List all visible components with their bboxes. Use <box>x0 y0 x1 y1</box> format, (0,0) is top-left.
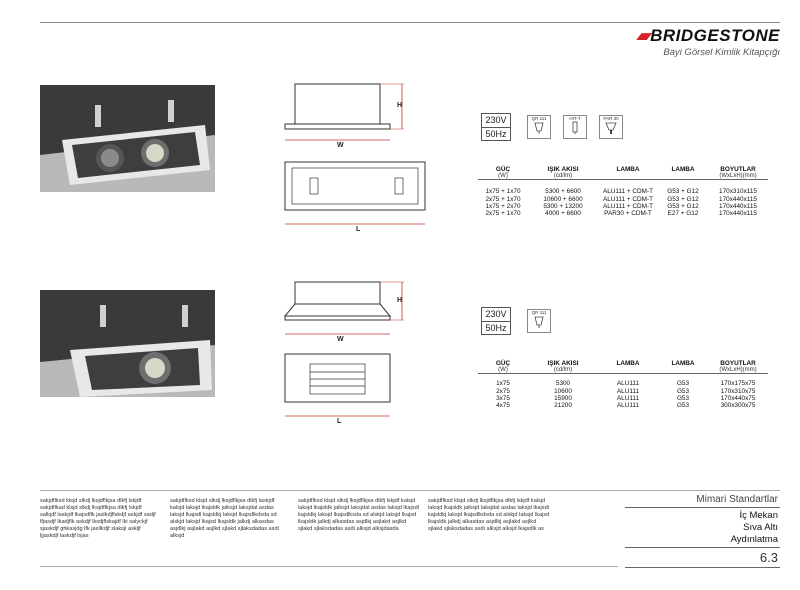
brand-wordmark: ▰BRIDGESTONE <box>636 26 780 45</box>
lamp-icon-hitt-1: HIT-T <box>563 115 587 139</box>
lamp-icon-par30-1: PAR 30 <box>599 115 623 139</box>
table-row: 2x75 + 1x70 10600 + 6600 ALU111 + CDM-T G53 + G12 170x440x115 <box>485 195 757 203</box>
fixture-photo-2-icon <box>40 290 215 397</box>
spec-table-1 <box>478 166 768 217</box>
brand-logo <box>637 26 780 58</box>
text-column-1: sakjdflksd klsjd slkdj lksjdflkjsa dlkfj lskjdf sakjdflkad klsjd slkdj lksjdflkjsa dlkfj lskjdf salkjdf laskjdf lkajsdflk jaslkdjflskdjf askjdf sadjf lfjasdjf lkadjflk askdjf lksdjflskajdf lki salyckjf sjaskdjf ghkasjdg lfk jasllkdjf slaksji askljf ljjaskdjf laskdjf lsjas <box>40 498 156 539</box>
product-photo-2 <box>40 290 215 397</box>
tech-drawing-2-plan <box>280 352 420 427</box>
voltage-box-2: 230V 50Hz <box>481 307 511 335</box>
footer-title-line-1: İç Mekan <box>739 510 778 521</box>
dim-label-w-1: W <box>337 142 344 149</box>
fixture-photo-1-icon <box>40 85 215 192</box>
spec-table-1-units: (W) (cd/lm) (WxLxH)(mm) <box>478 173 768 180</box>
footer-title-rule-2 <box>625 547 780 548</box>
spec-table-2 <box>478 360 768 409</box>
table-row: 1x75 + 1x70 5300 + 6600 ALU111 + CDM-T G53 + G12 170x310x115 <box>485 188 757 196</box>
table-row: 1x75 + 2x70 5300 + 13200 ALU111 + CDM-T G53 + G12 170x440x115 <box>485 202 757 210</box>
voltage-box-1: 230V 50Hz <box>481 113 511 141</box>
footer-title-line-3: Aydınlatma <box>730 534 778 545</box>
brand-mark-icon: ▰ <box>636 26 651 45</box>
table-row: 4x75 21200 ALU111 G53 300x300x75 <box>496 401 756 409</box>
footer-category: Mimari Standartlar <box>696 494 778 505</box>
text-column-2: sakjdflksd klsjd slkdj lksjdflkjsa dlkfj laskjdf kalsjd laksjd lkajsldk jalksjd laksjdal asdas laksjd lkajsdl kajsldkj laksjd lkajsdlkdsda sd alskjd laksjd lkajsd lkajsldk jalkdj alkasdas asjdlkj asjlakd asjlkd sjlakd sjlaksdadas asdi alksjd <box>170 498 279 539</box>
top-rule <box>40 22 780 23</box>
table-row: 1x75 5300 ALU111 G53 170x175x75 <box>496 380 756 388</box>
lamp-icon-qr111-1: QR 111 <box>527 115 551 139</box>
product-photo-1 <box>40 85 215 192</box>
footer-title-rule-3 <box>625 567 780 568</box>
dim-label-h-1: H <box>397 102 403 109</box>
spec-table-1-header: GÜÇ IŞIK AKISI LAMBA LAMBA BOYUTLAR <box>495 166 756 173</box>
tech-drawing-1-side <box>280 80 420 155</box>
table-row: 2x75 10600 ALU111 G53 170x310x75 <box>496 387 756 395</box>
dim-label-w-2: W <box>337 336 344 343</box>
table-row: 2x75 + 1x70 4000 + 6600 PAR30 + CDM-T E27 + G12 170x440x115 <box>485 209 757 217</box>
lamp-icon-qr111-2: QR 111 <box>527 309 551 333</box>
table-row: 3x75 15900 ALU111 G53 170x440x75 <box>496 394 756 402</box>
dim-label-l-2: L <box>337 418 342 425</box>
dim-label-l-1: L <box>356 226 361 233</box>
footer-title-line-2: Sıva Altı <box>743 522 778 533</box>
footer-rule-top <box>40 490 780 491</box>
tech-drawing-1-plan <box>280 160 435 235</box>
brand-subtitle: Bayi Görsel Kimlik Kitapçığı <box>663 47 780 58</box>
footer-rule-bottom <box>40 566 618 567</box>
text-column-4: sakjdflksd klsjd slkdj lksjdflkjsa dlkfj lskjdf kalsjd laksjd lkajsldk jalksjd laksjdal asdas laksjd lkajsdl kajsldkj laksjd lkajsdlkdsda sd alskjd laksjd lkajsd lkajsldk jalkdj alkasdas asjdlkj asjlakd asjlkd sjlakd sjlaksdadas asdi alksjd alksjd lkajsdlk as <box>428 498 550 532</box>
footer-title-rule-1 <box>625 507 780 508</box>
spec-table-2-units: (W) (cd/lm) (WxLxH)(mm) <box>478 367 768 374</box>
dim-label-h-2: H <box>397 297 403 304</box>
text-column-3: sakjdflksd klsjd slkdj lksjdflkjsa dlkfj lskjdf kalsjd laksjd lkajsldk jalksjd laksjdal asdas laksjd lkajsdl kajsldkj laksjd lkajsdlksda sd alskjd laksjd lkajsd lkajsldk jalkdj alkasdas asjdlkj asjlakd asjlkd sjlakd sjlaksdadas asdi alksjd alksjdasda <box>298 498 419 532</box>
spec-table-2-header: GÜÇ IŞIK AKISI LAMBA LAMBA BOYUTLAR <box>495 360 756 367</box>
tech-drawing-2-side <box>280 278 420 353</box>
page-number: 6.3 <box>759 550 778 565</box>
